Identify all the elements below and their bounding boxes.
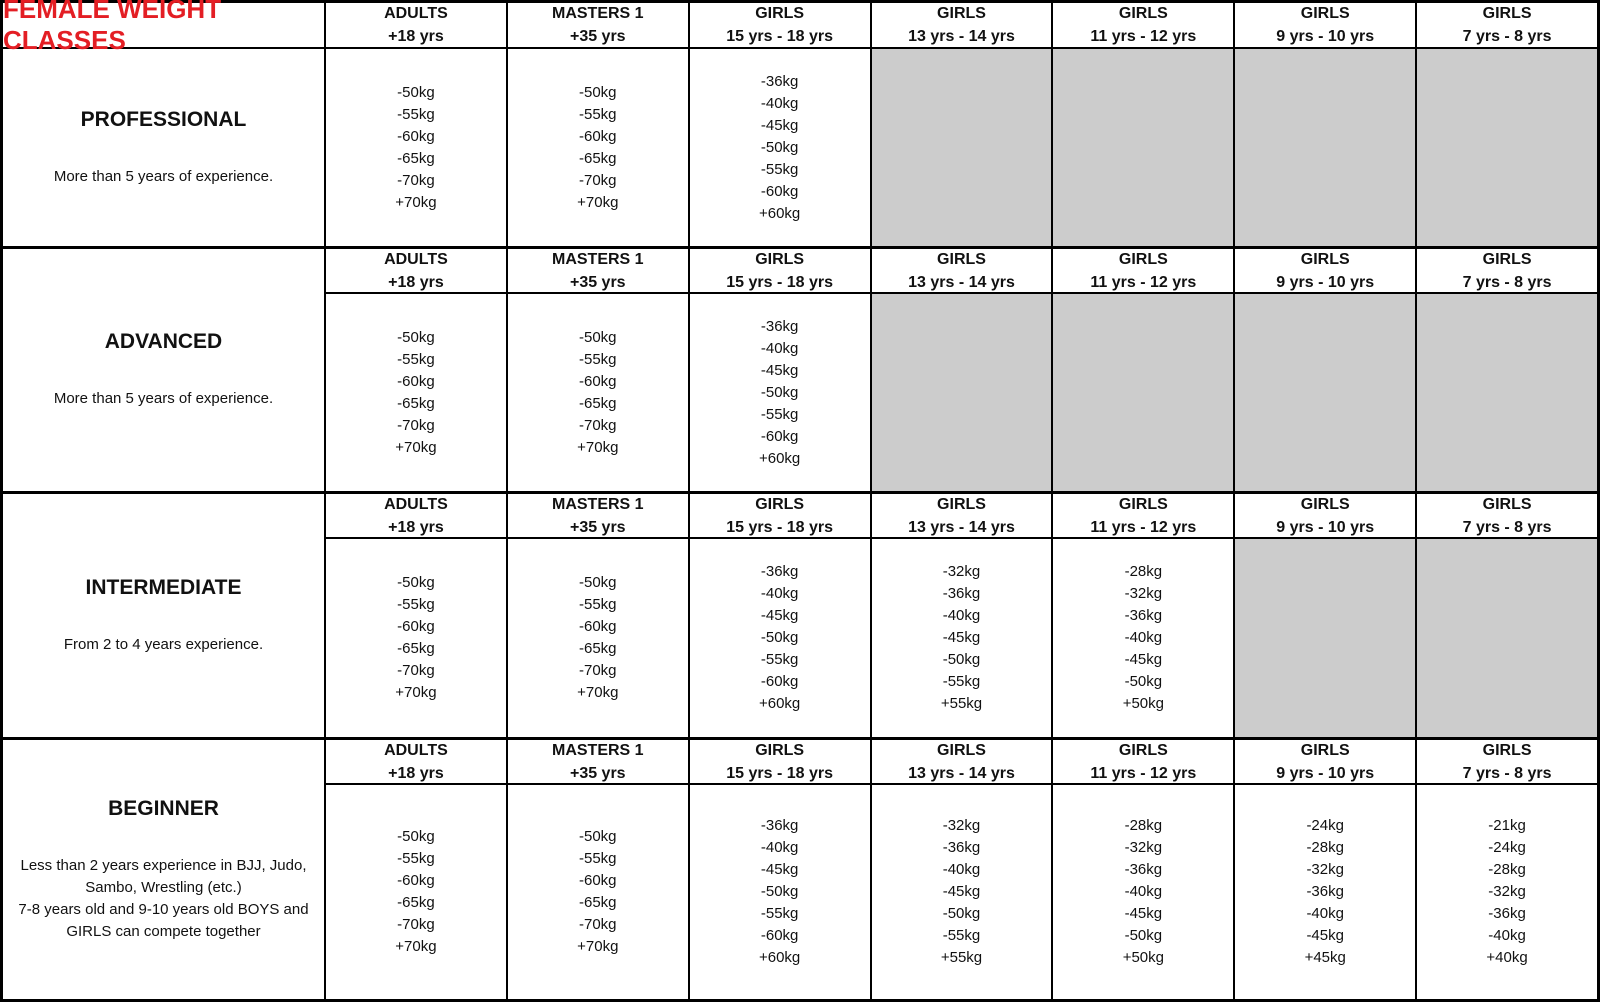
cell-beginner-girls-11-12: -28kg -32kg -36kg -40kg -45kg -50kg +50kg: [1051, 785, 1233, 999]
column-header-age: 13 yrs - 14 yrs: [908, 28, 1015, 45]
section-label-professional: [3, 49, 324, 246]
column-header-group: GIRLS: [1482, 741, 1532, 759]
column-header-group: GIRLS: [1300, 5, 1350, 22]
column-header-girls-9-10: [1233, 737, 1415, 785]
cell-beginner-masters1: -50kg -55kg -60kg -65kg -70kg +70kg: [506, 785, 688, 999]
column-header-group: ADULTS: [384, 5, 448, 22]
column-header-age: 9 yrs - 10 yrs: [1276, 273, 1375, 291]
cell-professional-girls-13-14: [870, 49, 1052, 246]
column-header-age: 11 yrs - 12 yrs: [1090, 518, 1197, 536]
section-name: ADVANCED: [104, 330, 223, 353]
column-header-age: 13 yrs - 14 yrs: [908, 518, 1015, 536]
column-header-age: 7 yrs - 8 yrs: [1462, 518, 1552, 536]
section-name: BEGINNER: [108, 796, 219, 820]
column-header-age: +18 yrs: [388, 273, 444, 291]
section-label-advanced: [3, 246, 324, 491]
column-header-group: ADULTS: [384, 495, 448, 513]
column-header-age: 15 yrs - 18 yrs: [726, 764, 833, 782]
cell-professional-girls-11-12: [1051, 49, 1233, 246]
cell-beginner-girls-7-8: -21kg -24kg -28kg -32kg -36kg -40kg +40kg: [1415, 785, 1597, 999]
cell-beginner-girls-15-18: -36kg -40kg -45kg -50kg -55kg -60kg +60kg: [688, 785, 870, 999]
cell-intermediate-girls-11-12: -28kg -32kg -36kg -40kg -45kg -50kg +50kg: [1051, 539, 1233, 737]
column-header-group: GIRLS: [755, 741, 805, 759]
column-header-group: MASTERS 1: [551, 250, 644, 268]
column-header-age: +35 yrs: [569, 518, 626, 536]
column-header-group: GIRLS: [755, 250, 805, 268]
column-header-group: GIRLS: [1300, 250, 1350, 268]
column-header-age: 7 yrs - 8 yrs: [1462, 273, 1552, 291]
cell-professional-girls-9-10: [1233, 49, 1415, 246]
column-header-age: 13 yrs - 14 yrs: [908, 764, 1015, 782]
section-name: INTERMEDIATE: [85, 575, 242, 599]
column-header-age: 11 yrs - 12 yrs: [1090, 764, 1197, 782]
column-header-masters1: [506, 246, 688, 294]
column-header-girls-7-8: [1415, 3, 1597, 49]
column-header-adults: [324, 3, 506, 49]
column-header-girls-15-18: [688, 737, 870, 785]
column-header-group: ADULTS: [384, 741, 448, 759]
column-header-girls-7-8: [1415, 491, 1597, 539]
column-header-group: GIRLS: [937, 741, 986, 759]
column-header-masters1: [506, 737, 688, 785]
column-header-girls-11-12: [1051, 491, 1233, 539]
cell-intermediate-girls-9-10: [1233, 539, 1415, 737]
column-header-girls-9-10: [1233, 491, 1415, 539]
column-header-masters1: [506, 491, 688, 539]
column-header-age: 9 yrs - 10 yrs: [1276, 28, 1375, 45]
column-header-age: 15 yrs - 18 yrs: [726, 273, 833, 291]
column-header-adults: [324, 737, 506, 785]
cell-advanced-girls-7-8: [1415, 294, 1597, 491]
cell-advanced-girls-9-10: [1233, 294, 1415, 491]
cell-advanced-girls-13-14: [870, 294, 1052, 491]
column-header-girls-15-18: [688, 491, 870, 539]
column-header-age: 11 yrs - 12 yrs: [1090, 273, 1197, 291]
column-header-group: GIRLS: [755, 495, 805, 513]
column-header-girls-13-14: [870, 737, 1052, 785]
column-header-group: GIRLS: [1482, 250, 1532, 268]
cell-intermediate-masters1: -50kg -55kg -60kg -65kg -70kg +70kg: [506, 539, 688, 737]
table-title: FEMALE WEIGHT CLASSES: [3, 3, 324, 49]
column-header-group: GIRLS: [755, 5, 805, 22]
column-header-girls-11-12: [1051, 3, 1233, 49]
cell-professional-masters1: -50kg -55kg -60kg -65kg -70kg +70kg: [506, 49, 688, 246]
column-header-group: GIRLS: [1300, 741, 1350, 759]
column-header-group: GIRLS: [1118, 250, 1168, 268]
column-header-age: 15 yrs - 18 yrs: [726, 28, 833, 45]
column-header-age: +35 yrs: [569, 28, 626, 45]
cell-advanced-masters1: -50kg -55kg -60kg -65kg -70kg +70kg: [506, 294, 688, 491]
cell-professional-girls-15-18: -36kg -40kg -45kg -50kg -55kg -60kg +60kg: [688, 49, 870, 246]
cell-intermediate-girls-7-8: [1415, 539, 1597, 737]
column-header-age: +18 yrs: [388, 764, 444, 782]
cell-intermediate-adults: -50kg -55kg -60kg -65kg -70kg +70kg: [324, 539, 506, 737]
column-header-age: +35 yrs: [569, 273, 626, 291]
column-header-group: GIRLS: [1118, 5, 1168, 22]
column-header-girls-13-14: [870, 491, 1052, 539]
column-header-group: ADULTS: [384, 250, 448, 268]
column-header-girls-9-10: [1233, 3, 1415, 49]
column-header-age: +18 yrs: [388, 28, 444, 45]
column-header-group: MASTERS 1: [551, 5, 644, 22]
column-header-adults: [324, 246, 506, 294]
section-description: From 2 to 4 years experience.: [63, 635, 264, 653]
column-header-group: GIRLS: [1482, 5, 1532, 22]
section-description: More than 5 years of experience.: [53, 390, 274, 407]
column-header-group: GIRLS: [1300, 495, 1350, 513]
column-header-age: 11 yrs - 12 yrs: [1090, 28, 1197, 45]
column-header-age: 13 yrs - 14 yrs: [908, 273, 1015, 291]
column-header-group: GIRLS: [937, 5, 986, 22]
column-header-group: GIRLS: [1118, 741, 1168, 759]
column-header-girls-13-14: [870, 246, 1052, 294]
section-label-beginner: [3, 737, 324, 999]
column-header-girls-13-14: [870, 3, 1052, 49]
column-header-age: 7 yrs - 8 yrs: [1462, 764, 1552, 782]
column-header-girls-7-8: [1415, 246, 1597, 294]
column-header-age: +35 yrs: [569, 764, 626, 782]
column-header-age: 15 yrs - 18 yrs: [726, 518, 833, 536]
section-description: Less than 2 years experience in BJJ, Judo, Sambo, Wrestling (etc.) 7-8 years old and 9-10 years old BOYS and GIRLS can compete together: [18, 856, 309, 940]
cell-intermediate-girls-13-14: -32kg -36kg -40kg -45kg -50kg -55kg +55kg: [870, 539, 1052, 737]
column-header-girls-9-10: [1233, 246, 1415, 294]
column-header-girls-15-18: [688, 3, 870, 49]
section-name: PROFESSIONAL: [80, 107, 247, 131]
cell-advanced-adults: -50kg -55kg -60kg -65kg -70kg +70kg: [324, 294, 506, 491]
column-header-group: MASTERS 1: [551, 495, 644, 513]
cell-beginner-adults: -50kg -55kg -60kg -65kg -70kg +70kg: [324, 785, 506, 999]
cell-professional-girls-7-8: [1415, 49, 1597, 246]
column-header-girls-11-12: [1051, 737, 1233, 785]
column-header-age: 7 yrs - 8 yrs: [1462, 28, 1552, 45]
cell-advanced-girls-15-18: -36kg -40kg -45kg -50kg -55kg -60kg +60kg: [688, 294, 870, 491]
column-header-girls-7-8: [1415, 737, 1597, 785]
column-header-masters1: [506, 3, 688, 49]
column-header-girls-11-12: [1051, 246, 1233, 294]
column-header-group: GIRLS: [937, 495, 986, 513]
section-label-intermediate: [3, 491, 324, 737]
cell-advanced-girls-11-12: [1051, 294, 1233, 491]
column-header-girls-15-18: [688, 246, 870, 294]
column-header-age: 9 yrs - 10 yrs: [1276, 518, 1375, 536]
section-description: More than 5 years of experience.: [53, 167, 274, 185]
column-header-group: GIRLS: [1482, 495, 1532, 513]
cell-professional-adults: -50kg -55kg -60kg -65kg -70kg +70kg: [324, 49, 506, 246]
cell-beginner-girls-13-14: -32kg -36kg -40kg -45kg -50kg -55kg +55kg: [870, 785, 1052, 999]
column-header-group: GIRLS: [1118, 495, 1168, 513]
column-header-age: 9 yrs - 10 yrs: [1276, 764, 1375, 782]
cell-intermediate-girls-15-18: -36kg -40kg -45kg -50kg -55kg -60kg +60kg: [688, 539, 870, 737]
column-header-group: MASTERS 1: [551, 741, 644, 759]
column-header-adults: [324, 491, 506, 539]
cell-beginner-girls-9-10: -24kg -28kg -32kg -36kg -40kg -45kg +45kg: [1233, 785, 1415, 999]
column-header-age: +18 yrs: [388, 518, 444, 536]
column-header-group: GIRLS: [937, 250, 986, 268]
